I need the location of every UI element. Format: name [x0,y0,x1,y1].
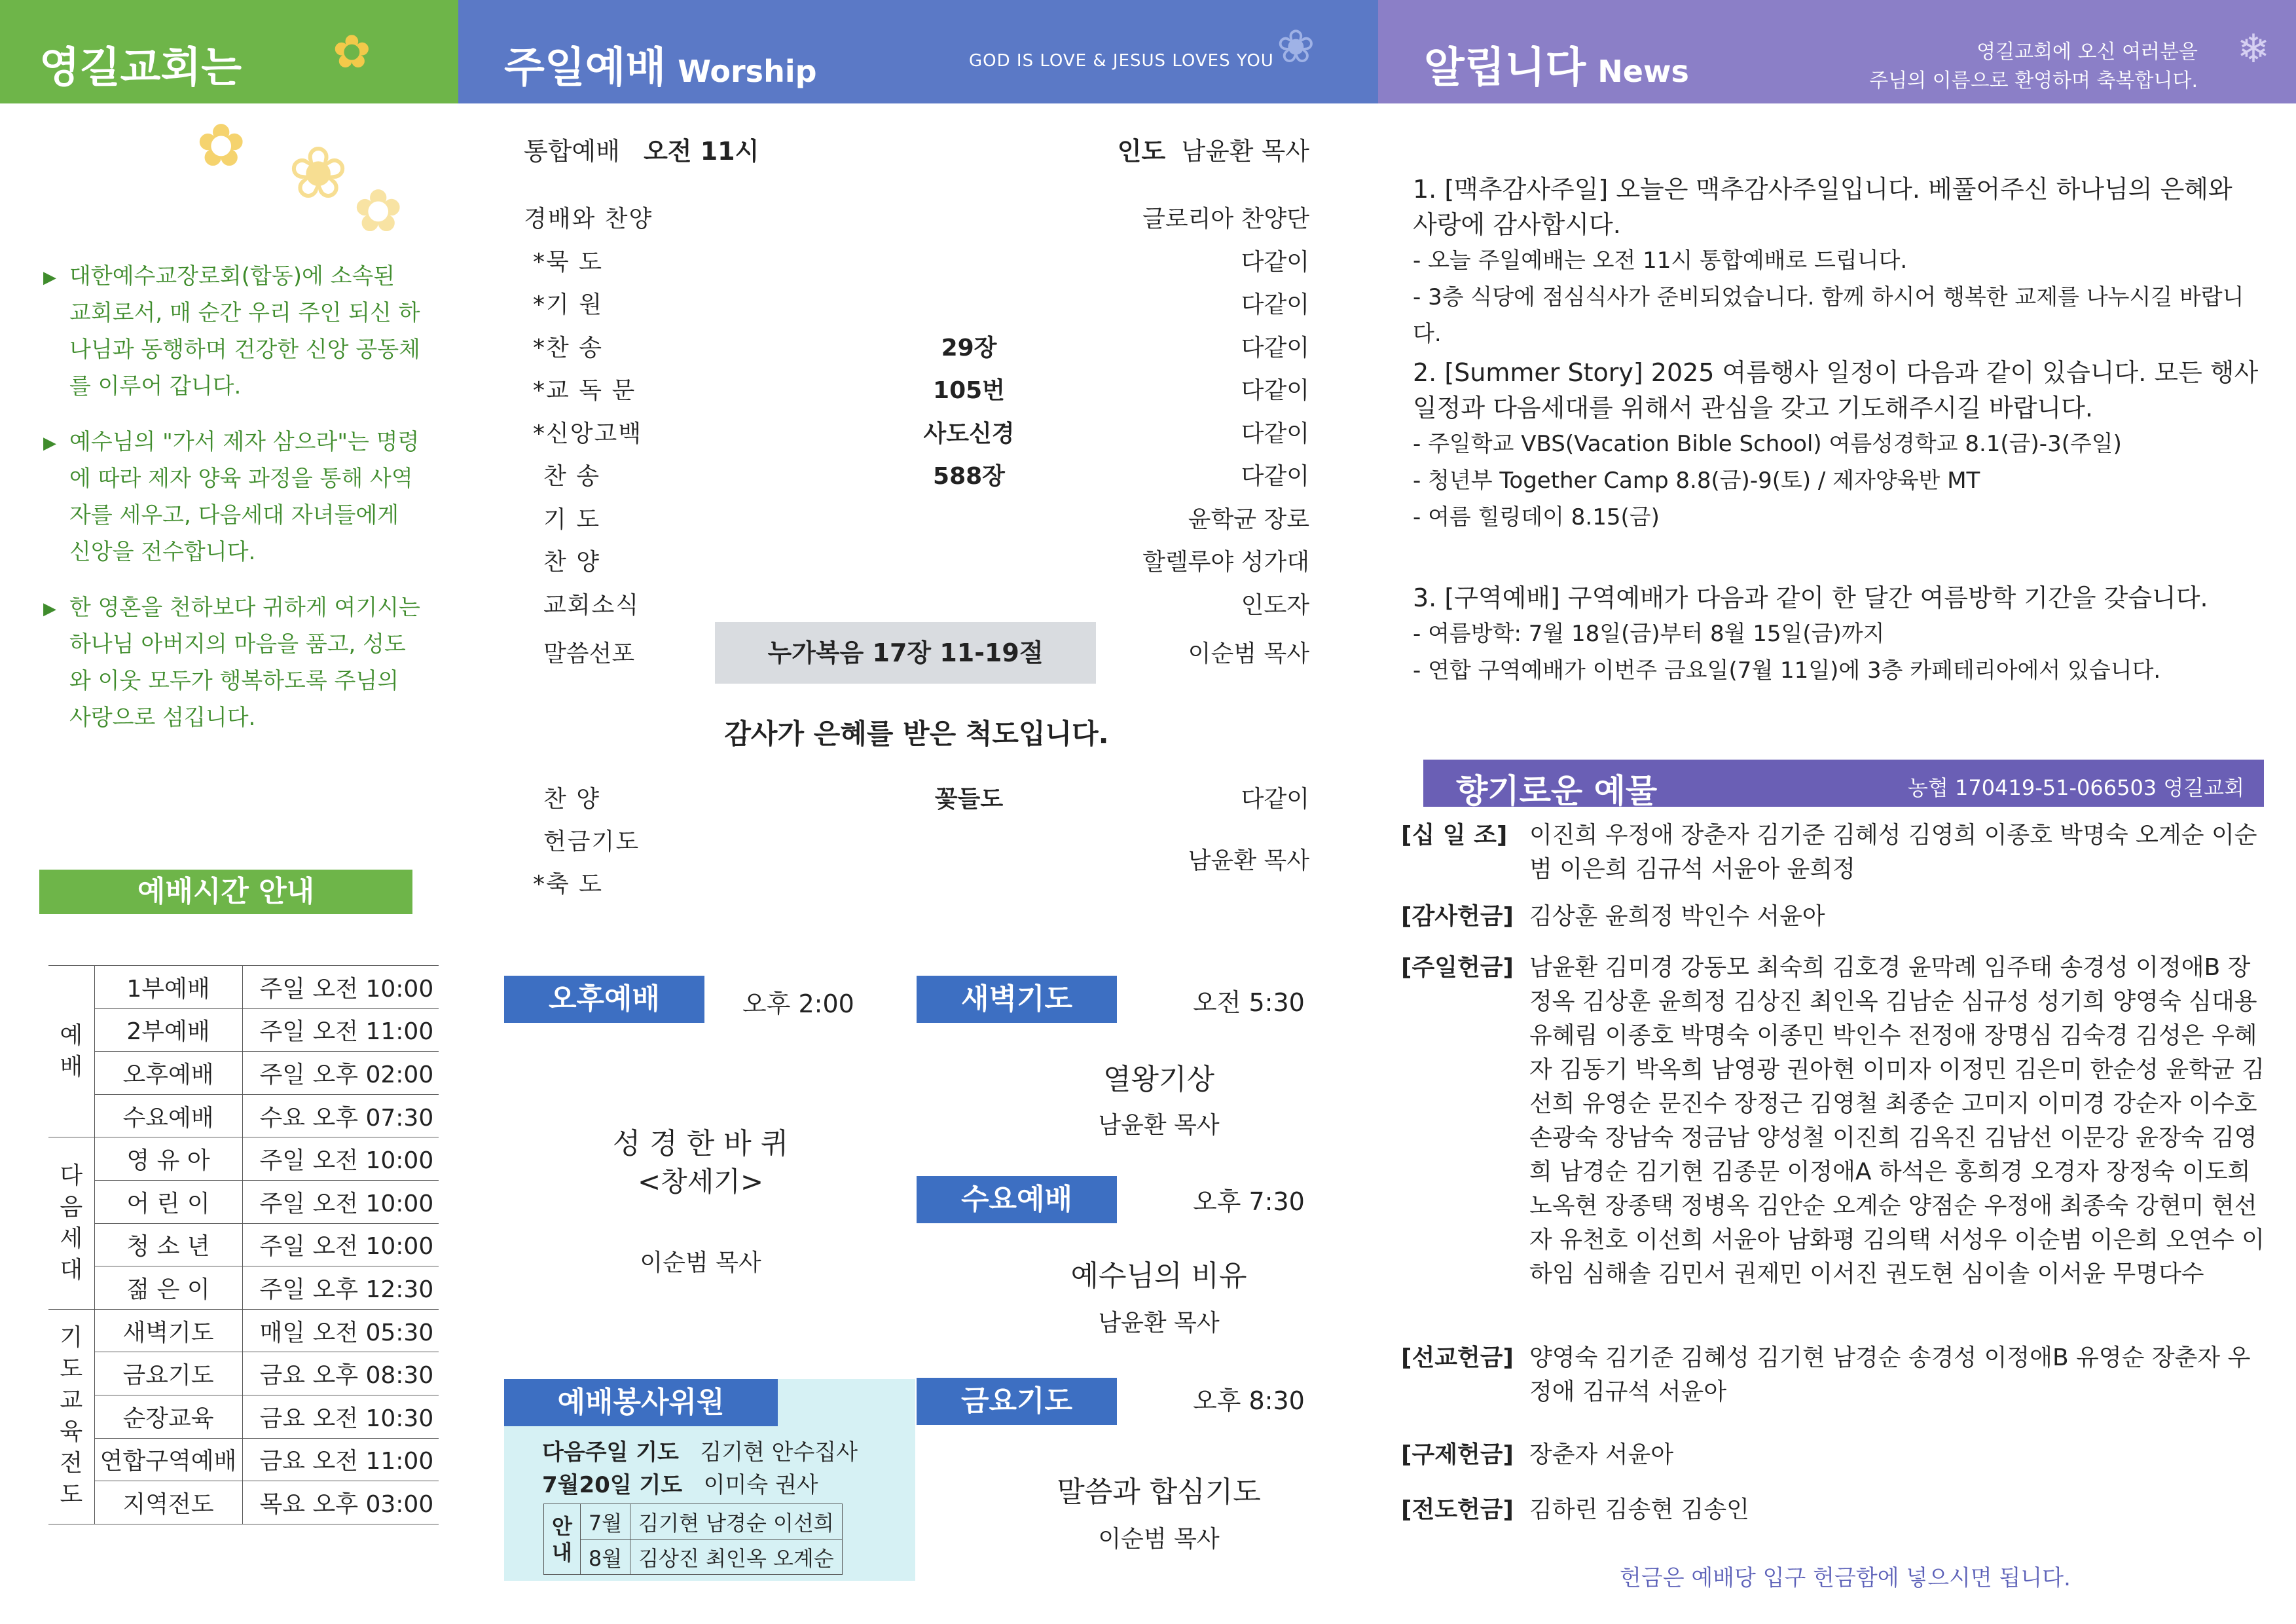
news-header-bar [1378,0,2296,103]
dawn-speaker: 남윤환 목사 [1098,1112,1220,1139]
offering-names: 양영숙 김기준 김혜성 김기현 남경순 송경성 이정애B 유영순 장춘자 우정애 김규석 서윤아 [1529,1344,2251,1405]
order-item-detail: 꽃들도 [934,786,1004,813]
rota-month: 8월 [580,1540,630,1575]
schedule-service-name: 수요예배 [94,1094,242,1137]
offering-header [1423,760,2264,810]
order-row [524,329,1309,369]
after-leader-row [524,842,1309,881]
schedule-row [48,1052,439,1095]
schedule-service-time: 주일 오후 12:30 [242,1266,439,1310]
friday-time: 오후 8:30 [1193,1386,1305,1415]
order-item-label: 찬 양 [543,786,600,813]
order-row [524,200,1309,240]
schedule-service-name: 오후예배 [94,1052,242,1095]
schedule-row [48,1180,439,1223]
order-item-leader: 인도자 [1241,591,1309,619]
schedule-table [48,965,439,1524]
benediction-leader: 남윤환 목사 [1188,847,1309,874]
schedule-service-name: 영 유 아 [94,1137,242,1181]
service-info-row [524,131,1309,170]
schedule-service-time: 주일 오전 10:00 [242,1137,439,1181]
schedule-service-time: 목요 오후 03:00 [242,1481,439,1524]
afternoon-speaker: 이순범 목사 [640,1249,761,1276]
offering-row [1401,951,2272,1291]
guide-label: 안내 [544,1504,581,1575]
offering-title: 향기로운 예물 [1456,772,1658,810]
order-row [524,544,1309,583]
order-item-label: *묵 도 [533,248,603,276]
order-row [524,415,1309,454]
wednesday-title: 예수님의 비유 [1070,1259,1247,1293]
schedule-title: 예배시간 안내 [39,870,412,914]
welcome-line-1: 영길교회에 오신 여러분을 [1977,41,2198,64]
schedule-service-name: 연합구역예배 [94,1438,242,1481]
staff-title: 예배봉사위원 [504,1379,778,1426]
order-item-leader: 다같이 [1241,420,1309,447]
news-title-ko: 알립니다 [1424,44,1586,92]
offering-row [1401,1341,2272,1409]
offering-names: 남윤환 김미경 강동모 최숙희 김호경 윤막례 임주태 송경성 이정애B 장정옥 김상훈 윤희정 김상진 최인옥 김남순 심규성 성기희 양영숙 심대용 유혜림 이종호 박명숙 이종민 박인수 전정애 장명심 김숙경 김성은 우혜자 김동기 박옥희 남영광 권아현 이미자 이정민 김은미 한순성 윤학균 김선희 유영순 문진수 장정근 김영철 최종순 고미지 이미경 강순자 이수호 손광숙 장남숙 정금남 양성철 이진희 김옥진 김남선 이문강 윤장숙 김영희 남경순 김기현 김종문 이정애A 하석은 홍희경 오경자 장정숙 이도희 노옥현 장종택 정병옥 김안순 오계순 양점순 우정애 최종숙 강현미 현선자 유천호 이선희 서윤아 남화평 김의택 서성우 이순범 이은희 오연수 이하임 심해솔 김민서 권제민 이서진 권도현 심이솔 이서윤 무명다수 [1529,954,2265,1287]
wednesday-time: 오후 7:30 [1193,1187,1305,1216]
offering-names: 장춘자 서윤아 [1529,1441,1674,1468]
news-item-1: 1. [맥추감사주일] 오늘은 맥추감사주일입니다. 베풀어주신 하나님의 은혜와 사랑에 감사합시다. - 오늘 주일예배는 오전 11시 통합예배로 드립니다. - 3층 식당에 점심식사가 준비되었습니다. 함께 하시어 행복한 교제를 나누시길 바랍니다. [1413,175,2244,347]
schedule-row [48,1008,439,1052]
order-row [524,587,1309,626]
welcome-message [1869,38,2198,96]
order-item-leader: 다같이 [1241,377,1309,404]
welcome-line-2: 주님의 이름으로 환영하며 축복합니다. [1869,69,2198,92]
schedule-service-time: 주일 오전 10:00 [242,1223,439,1266]
left-header-bar [0,0,458,103]
afternoon-badge: 오후예배 [504,976,704,1023]
order-item-leader: 다같이 [1241,334,1309,361]
schedule-service-name: 2부예배 [94,1008,242,1052]
dawn-time: 오전 5:30 [1193,988,1305,1017]
order-item-leader: 다같이 [1241,248,1309,276]
offering-category: [선교헌금] [1401,1344,1514,1371]
schedule-service-time: 주일 오전 10:00 [242,966,439,1009]
schedule-service-name: 1부예배 [94,966,242,1009]
schedule-service-time: 수요 오후 07:30 [242,1094,439,1137]
offering-category: [주일헌금] [1401,954,1514,981]
order-item-detail: 29장 [941,334,997,361]
order-item-label: 찬 송 [543,463,600,490]
schedule-row [48,1223,439,1266]
afternoon-subtitle: <창세기> [637,1166,764,1198]
order-item-detail: 105번 [933,377,1005,404]
friday-badge: 금요기도 [917,1378,1117,1425]
schedule-row [48,1266,439,1310]
schedule-row [48,1094,439,1137]
order-item-label: *축 도 [533,871,603,898]
offering-category: [십 일 조] [1401,822,1508,849]
scripture-box: 누가복음 17장 11-19절 [715,622,1096,684]
schedule-service-name: 지역전도 [94,1481,242,1524]
schedule-service-time: 금요 오전 11:00 [242,1438,439,1481]
left-title: 영길교회는 [39,44,242,92]
schedule-service-time: 주일 오전 10:00 [242,1180,439,1223]
schedule-service-time: 주일 오전 11:00 [242,1008,439,1052]
rota-month: 7월 [580,1504,630,1540]
news-item-3: 3. [구역예배] 구역예배가 다음과 같이 한 달간 여름방학 기간을 갖습니다. - 여름방학: 7월 18일(금)부터 8월 15일(금)까지 - 연합 구역예배가 이번주 금요일(7월 11일)에 3층 카페테리아에서 있습니다. [1413,583,2208,684]
flower-cluster-icon: ✿ [196,111,246,180]
order-row [524,781,1309,820]
schedule-service-name: 청 소 년 [94,1223,242,1266]
rota-names: 김기현 남경순 이선희 [630,1504,843,1540]
triangle-bullet-icon: ▶ [43,434,56,453]
schedule-row [48,1309,439,1352]
schedule-service-time: 금요 오후 08:30 [242,1352,439,1395]
schedule-group-label: 기도교육전도 [48,1309,94,1524]
order-item-leader: 글로리아 찬양단 [1142,206,1309,232]
dawn-title: 열왕기상 [1102,1063,1214,1096]
order-row [524,244,1309,283]
dawn-badge: 새벽기도 [917,976,1117,1023]
offering-row [1401,819,2272,887]
next-sunday-prayer: 다음주일 기도 김기현 안수집사 [542,1439,858,1466]
service-label: 통합예배 오전 11시 [524,137,759,166]
order-item-label: 찬 양 [543,549,600,576]
intro-paragraph-1: ▶ 대한예수교장로회(합동)에 소속된 교회로서, 매 순간 우리 주인 되신 하나님과 동행하며 건강한 신앙 공동체를 이루어 갑니다. [43,258,423,405]
triangle-bullet-icon: ▶ [43,268,56,287]
offering-row [1401,1438,2272,1472]
offering-row [1401,900,2272,934]
schedule-row [48,1137,439,1181]
offering-category: [전도헌금] [1401,1496,1514,1523]
flower-cluster-icon: ❀ [288,131,349,215]
worship-title [504,34,817,94]
schedule-service-name: 새벽기도 [94,1309,242,1352]
order-item-leader: 윤학균 장로 [1188,506,1309,533]
offering-names: 김하린 김송현 김송인 [1529,1496,1749,1523]
offering-category: [감사헌금] [1401,903,1514,930]
order-row [524,286,1309,325]
order-item-leader: 할렐루야 성가대 [1142,549,1309,576]
schedule-row [48,1481,439,1524]
sermon-label: 말씀선포 [543,640,635,667]
order-item-label: *교 독 문 [533,377,636,404]
schedule-service-time: 금요 오전 10:30 [242,1395,439,1438]
schedule-service-time: 매일 오전 05:30 [242,1309,439,1352]
afternoon-time: 오후 2:00 [742,989,854,1018]
wednesday-badge: 수요예배 [917,1176,1117,1223]
order-item-label: 헌금기도 [543,828,640,855]
news-title [1424,34,1689,94]
schedule-service-name: 금요기도 [94,1352,242,1395]
intro-paragraph-3: ▶ 한 영혼을 천하보다 귀하게 여기시는 하나님 아버지의 마음을 품고, 성도와 이웃 모두가 행복하도록 주님의 사랑으로 섬깁니다. [43,589,423,736]
order-item-label: *신앙고백 [533,420,643,447]
schedule-service-name: 어 린 이 [94,1180,242,1223]
order-item-label: 교회소식 [543,591,640,619]
july20-prayer: 7월20일 기도 이미숙 권사 [542,1472,818,1498]
usher-rota-table [543,1504,843,1575]
service-leader: 인도 남윤환 목사 [1117,137,1309,166]
order-row [524,501,1309,540]
order-item-label: 경배와 찬양 [524,206,653,232]
wednesday-speaker: 남윤환 목사 [1098,1310,1220,1337]
schedule-service-name: 젊 은 이 [94,1266,242,1310]
motto: GOD IS LOVE & JESUS LOVES YOU [969,51,1274,71]
snowflake-icon: ❄ [2236,26,2270,72]
afternoon-title: 성 경 한 바 퀴 [612,1127,789,1160]
schedule-service-time: 주일 오후 02:00 [242,1052,439,1095]
order-item-leader: 다같이 [1241,291,1309,318]
order-row [524,372,1309,411]
worship-title-en: Worship [678,54,817,89]
news-item-2: 2. [Summer Story] 2025 여름행사 일정이 다음과 같이 있습니다. 모든 행사 일정과 다음세대를 위해서 관심을 갖고 기도해주시길 바랍니다. - 주일학교 VBS(Vacation Bible School) 여름성경학교 8.1(금)-3(주일) - 청년부 Together Camp 8.8(금)-9(토) / 제자양육반 MT - 여름 힐링데이 8.15(금) [1413,358,2259,530]
order-item-label: *기 원 [533,291,603,318]
flower-cluster-icon: ✿ [354,177,403,246]
order-row [524,458,1309,497]
offering-names: 이진희 우정애 장춘자 김기준 김혜성 김영희 이종호 박명숙 오계순 이순범 이은희 김규석 서윤아 윤희정 [1529,822,2257,883]
sermon-title: 감사가 은혜를 받은 척도입니다. [724,718,1109,750]
order-item-label: *찬 송 [533,334,603,361]
order-item-label: 기 도 [543,506,600,533]
schedule-row [48,1352,439,1395]
worship-title-ko: 주일예배 [504,44,666,92]
friday-title: 말씀과 합심기도 [1057,1475,1261,1509]
order-item-detail: 588장 [933,463,1005,490]
worship-header-bar [458,0,1378,103]
offering-account: 농협 170419-51-066503 영길교회 [1908,775,2244,800]
offering-row [1401,1493,2272,1527]
order-item-detail: 사도신경 [923,420,1015,447]
triangle-bullet-icon: ▶ [43,599,56,619]
offering-category: [구제헌금] [1401,1441,1514,1468]
news-title-en: News [1597,54,1689,89]
offering-names: 김상훈 윤희정 박인수 서윤아 [1529,903,1825,930]
blue-flower-icon: ❀ [1277,20,1315,73]
schedule-row [48,966,439,1009]
flower-icon: ✿ [333,25,371,79]
offering-note: 헌금은 예배당 입구 헌금함에 넣으시면 됩니다. [1620,1565,2071,1591]
rota-names: 김상진 최인옥 오계순 [630,1540,843,1575]
schedule-service-name: 순장교육 [94,1395,242,1438]
schedule-row [48,1395,439,1438]
intro-paragraph-2: ▶ 예수님의 "가서 제자 삼으라"는 명령에 따라 제자 양육 과정을 통해 사역자를 세우고, 다음세대 자녀들에게 신앙을 전수합니다. [43,424,423,570]
preacher: 이순범 목사 [1188,640,1309,667]
order-item-leader: 다같이 [1241,463,1309,490]
friday-speaker: 이순범 목사 [1098,1526,1220,1553]
schedule-group-label: 예배 [48,966,94,1137]
schedule-group-label: 다음세대 [48,1137,94,1309]
schedule-row [48,1438,439,1481]
order-item-leader: 다같이 [1241,786,1309,813]
